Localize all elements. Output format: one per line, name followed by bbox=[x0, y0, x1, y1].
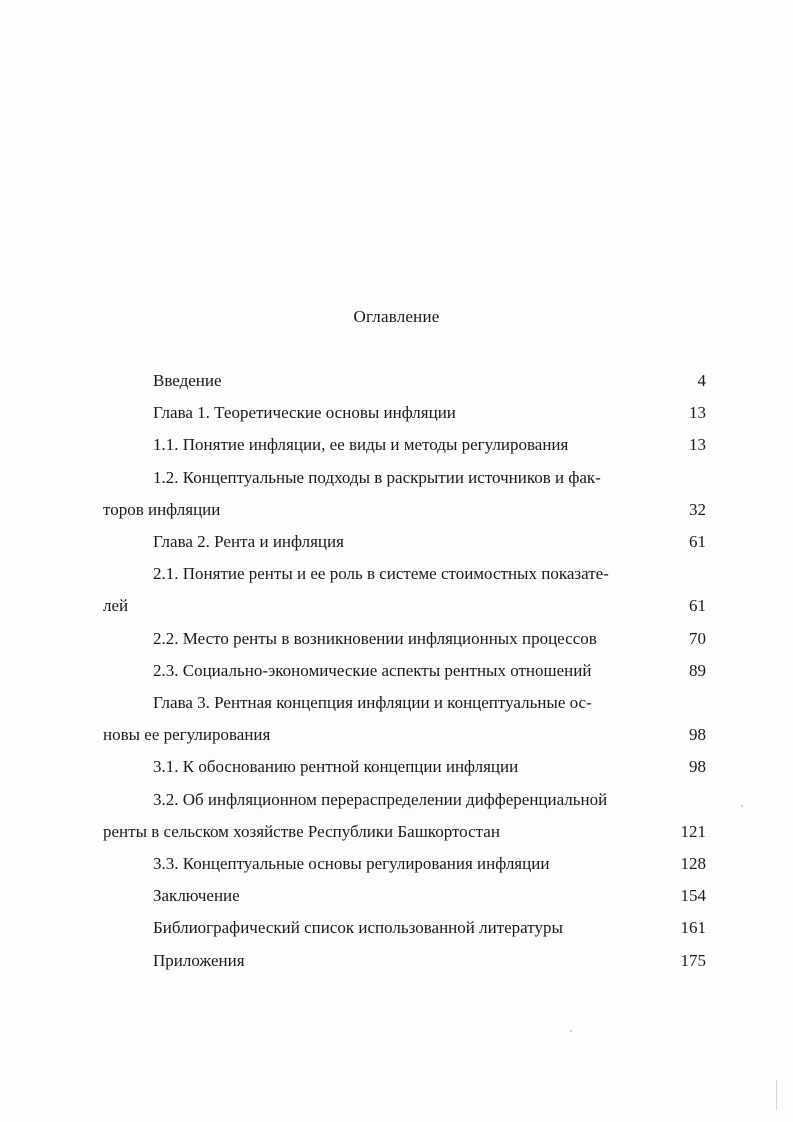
toc-entry-chapter-3-continued: новы ее регулирования bbox=[103, 725, 271, 744]
toc-page-number: 161 bbox=[680, 918, 706, 937]
toc-page-number: 61 bbox=[689, 596, 706, 615]
scan-speck bbox=[741, 805, 743, 807]
toc-entry-section-2-3: 2.3. Социально-экономические аспекты рентных отношений bbox=[153, 661, 592, 680]
toc-entry-section-1-1: 1.1. Понятие инфляции, ее виды и методы регулирования bbox=[153, 435, 569, 454]
toc-page-number: 13 bbox=[689, 435, 706, 454]
toc-entry-chapter-2: Глава 2. Рента и инфляция bbox=[153, 532, 344, 551]
toc-page-number: 154 bbox=[680, 886, 706, 905]
toc-page-number: 89 bbox=[689, 661, 706, 680]
toc-page-number: 70 bbox=[689, 629, 706, 648]
page-title: Оглавление bbox=[353, 307, 440, 326]
toc-entry-section-3-3: 3.3. Концептуальные основы регулирования инфляции bbox=[153, 854, 550, 873]
toc-page-number: 98 bbox=[689, 757, 706, 776]
toc-entry-section-2-1-continued: лей bbox=[103, 596, 129, 615]
toc-entry-conclusion: Заключение bbox=[153, 886, 240, 905]
toc-page-number: 98 bbox=[689, 725, 706, 744]
toc-page-number: 61 bbox=[689, 532, 706, 551]
toc-entry-section-3-1: 3.1. К обоснованию рентной концепции инфляции bbox=[153, 757, 519, 776]
toc-entry-section-3-2-continued: ренты в сельском хозяйстве Республики Башкортостан bbox=[103, 822, 500, 841]
toc-entry-section-1-2: 1.2. Концептуальные подходы в раскрытии источников и фак- bbox=[153, 468, 601, 487]
toc-entry-appendices: Приложения bbox=[153, 951, 245, 970]
toc-entry-chapter-3: Глава 3. Рентная концепция инфляции и концептуальные ос- bbox=[153, 693, 592, 712]
toc-page-number: 121 bbox=[680, 822, 706, 841]
toc-entry-section-2-2: 2.2. Место ренты в возникновении инфляционных процессов bbox=[153, 629, 597, 648]
toc-page-number: 128 bbox=[680, 854, 706, 873]
toc-entry-bibliography: Библиографический список использованной литературы bbox=[153, 918, 563, 937]
toc-entry-chapter-1: Глава 1. Теоретические основы инфляции bbox=[153, 403, 456, 422]
toc-entry-section-3-2: 3.2. Об инфляционном перераспределении дифференциальной bbox=[153, 790, 608, 809]
toc-page-number: 175 bbox=[680, 951, 706, 970]
toc-entry-section-1-2-continued: торов инфляции bbox=[103, 500, 221, 519]
toc-page-number: 4 bbox=[697, 371, 706, 390]
scan-speck bbox=[570, 1030, 572, 1032]
toc-entry-section-2-1: 2.1. Понятие ренты и ее роль в системе стоимостных показате- bbox=[153, 564, 609, 583]
scan-edge-mark bbox=[776, 1080, 777, 1110]
toc-page-number: 13 bbox=[689, 403, 706, 422]
toc-page-number: 32 bbox=[689, 500, 706, 519]
toc-entry-introduction: Введение bbox=[153, 371, 222, 390]
